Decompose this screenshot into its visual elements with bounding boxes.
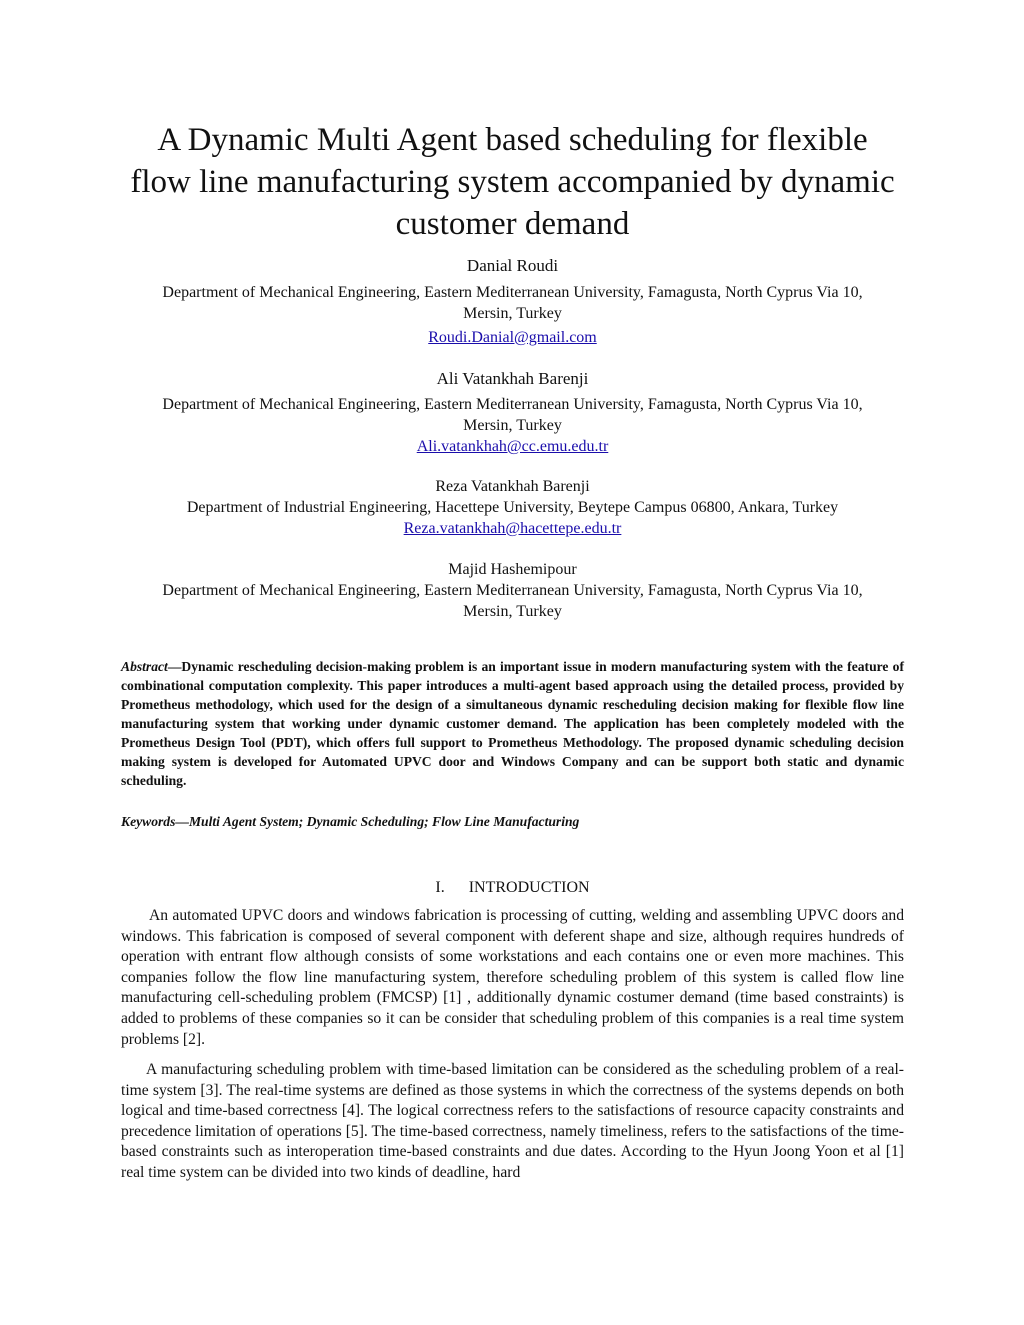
author-block-4 (111, 559, 914, 622)
author-name: Reza Vatankhah Barenji (435, 478, 590, 495)
title-line: A Dynamic Multi Agent based scheduling for flexible (157, 122, 868, 158)
body-paragraph: An automated UPVC doors and windows fabrication is processing of cutting, welding and assembling UPVC doors and windows. This fabrication is composed of several component with deferent shape and size, although requires hundreds of operation with entrant flow although consists of some workstations and each contains one or even more machines. This companies follow the flow line manufacturing system, therefore scheduling problem of this system is called flow line manufacturing cell-scheduling problem (FMCSP) [1] , additionally dynamic costumer demand (time based constraints) is added to problems of these companies so it can be consider that scheduling problem of this companies is a real time system problems [2]. (121, 907, 904, 1048)
section-heading-introduction (121, 878, 904, 898)
abstract-text: Dynamic rescheduling decision-making problem is an important issue in modern manufacturing system with the feature of combinational computation complexity. This paper introduces a multi-agent based approach using the detailed process, provided by Prometheus methodology, which used for the design of a simultaneous dynamic rescheduling decision making for flexible flow line manufacturing system that working under dynamic customer demand. The application has been completely modeled with the Prometheus Design Tool (PDT), which offers full support to Prometheus Methodology. The proposed dynamic scheduling decision making system is developed for Automated UPVC door and Windows Company and can be support both static and dynamic scheduling. (121, 659, 904, 788)
author-affiliation: Department of Mechanical Engineering, Eastern Mediterranean University, Famagusta, North Cyprus Via 10, (162, 396, 863, 413)
keywords-label: Keywords (121, 814, 176, 829)
abstract-dash: — (167, 659, 182, 674)
author-block-2 (111, 368, 914, 458)
section-number: I. (435, 879, 445, 896)
author-name: Majid Hashemipour (448, 561, 577, 578)
author-affiliation: Department of Industrial Engineering, Hacettepe University, Beytepe Campus 06800, Ankara, Turkey (186, 499, 839, 516)
abstract-label: Abstract (121, 659, 168, 674)
author-affiliation: Department of Mechanical Engineering, Eastern Mediterranean University, Famagusta, North Cyprus Via 10, (162, 582, 863, 599)
author-block-1 (111, 255, 914, 349)
body-paragraph: A manufacturing scheduling problem with time-based limitation can be considered as the scheduling problem of a real-time system [3]. The real-time systems are defined as those systems in which the correctness of the systems depends on both logical and time-based correctness [4]. The logical correctness refers to the satisfactions of resource capacity constraints and precedence limitation of operations [5]. The time-based correctness, namely timeliness, refers to the satisfactions of the time-based constraints such as interoperation time-based constraints and due dates. According to the Hyun Joong Yoon et al [1] real time system can be divided into two kinds of deadline, hard (121, 1061, 904, 1181)
author-affiliation: Mersin, Turkey (463, 603, 562, 620)
section-title: INTRODUCTION (468, 879, 590, 896)
keywords (121, 812, 904, 831)
author-email-link[interactable]: Ali.vatankhah@cc.emu.edu.tr (416, 438, 609, 455)
author-name: Danial Roudi (466, 256, 559, 275)
author-email-link[interactable]: Reza.vatankhah@hacettepe.edu.tr (403, 520, 622, 537)
author-affiliation: Department of Mechanical Engineering, Eastern Mediterranean University, Famagusta, North Cyprus Via 10, (162, 284, 863, 301)
paper-title (121, 119, 904, 245)
keywords-text: Multi Agent System; Dynamic Scheduling; Flow Line Manufacturing (188, 814, 580, 829)
author-affiliation: Mersin, Turkey (463, 417, 562, 434)
title-line: customer demand (395, 206, 630, 242)
title-line: flow line manufacturing system accompanied by dynamic (130, 164, 895, 200)
keywords-dash: — (175, 814, 189, 829)
abstract (121, 657, 904, 790)
author-block-3 (111, 476, 914, 540)
author-affiliation: Mersin, Turkey (463, 305, 562, 322)
author-name: Ali Vatankhah Barenji (436, 369, 589, 388)
author-email-link[interactable]: Roudi.Danial@gmail.com (428, 329, 597, 346)
